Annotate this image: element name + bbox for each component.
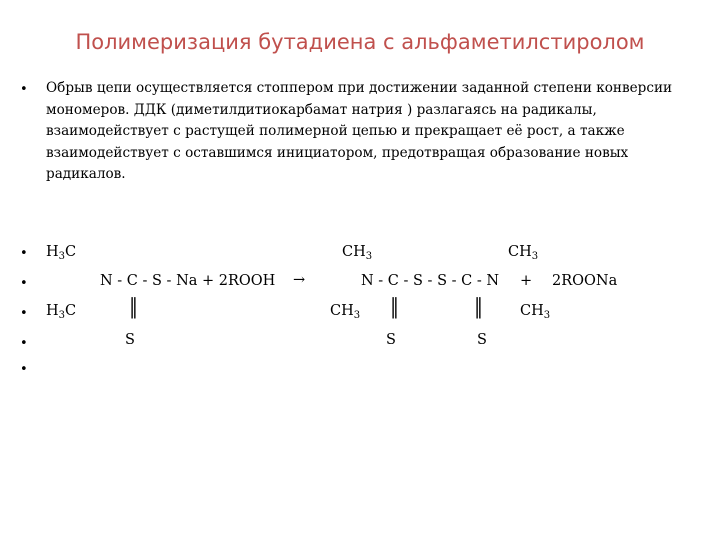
ch3-bottom-2: $CH_3$ bbox=[520, 303, 551, 321]
double-bond-right: ║ bbox=[473, 298, 484, 319]
arrow: → bbox=[293, 272, 306, 288]
right-equation: N - C - S - S - C - N bbox=[361, 273, 500, 289]
bullet-3: • bbox=[20, 276, 28, 291]
slide-title: Полимеризация бутадиена с альфаметилстиролом bbox=[75, 30, 645, 54]
sulfur-right: S bbox=[477, 332, 487, 348]
double-bond-mid: ║ bbox=[389, 298, 400, 319]
left-equation: N - C - S - Na + 2ROOH bbox=[100, 273, 276, 289]
paragraph-text: Обрыв цепи осуществляется стоппером при достижении заданной степени конверсии мономеров. ДДК (диметилдитиокарбамат натрия ) разлагаясь на радикалы, взаимодействует с растущей полимерной цепью и прекращает её рост, а также взаимодействует с оставшимся инициатором, предотвращая образование новых радикалов. bbox=[46, 80, 673, 182]
ch3-bottom-1: $CH_3$ bbox=[330, 303, 361, 321]
h3c-bottom: $H_3C$ bbox=[46, 303, 77, 321]
bullet-2: • bbox=[20, 246, 28, 261]
ch3-top-2: $CH_3$ bbox=[508, 244, 539, 262]
bullet-6: • bbox=[20, 362, 28, 377]
sulfur-mid: S bbox=[386, 332, 396, 348]
ch3-top-1: $CH_3$ bbox=[342, 244, 373, 262]
product: 2ROONa bbox=[552, 273, 618, 289]
sulfur-left: S bbox=[125, 332, 135, 348]
bullet-4: • bbox=[20, 306, 28, 321]
bullet-1: • bbox=[20, 82, 28, 97]
double-bond-left: ║ bbox=[128, 298, 139, 319]
h3c-top: $H_3C$ bbox=[46, 244, 77, 262]
bullet-5: • bbox=[20, 336, 28, 351]
plus-sign: + bbox=[520, 273, 533, 289]
